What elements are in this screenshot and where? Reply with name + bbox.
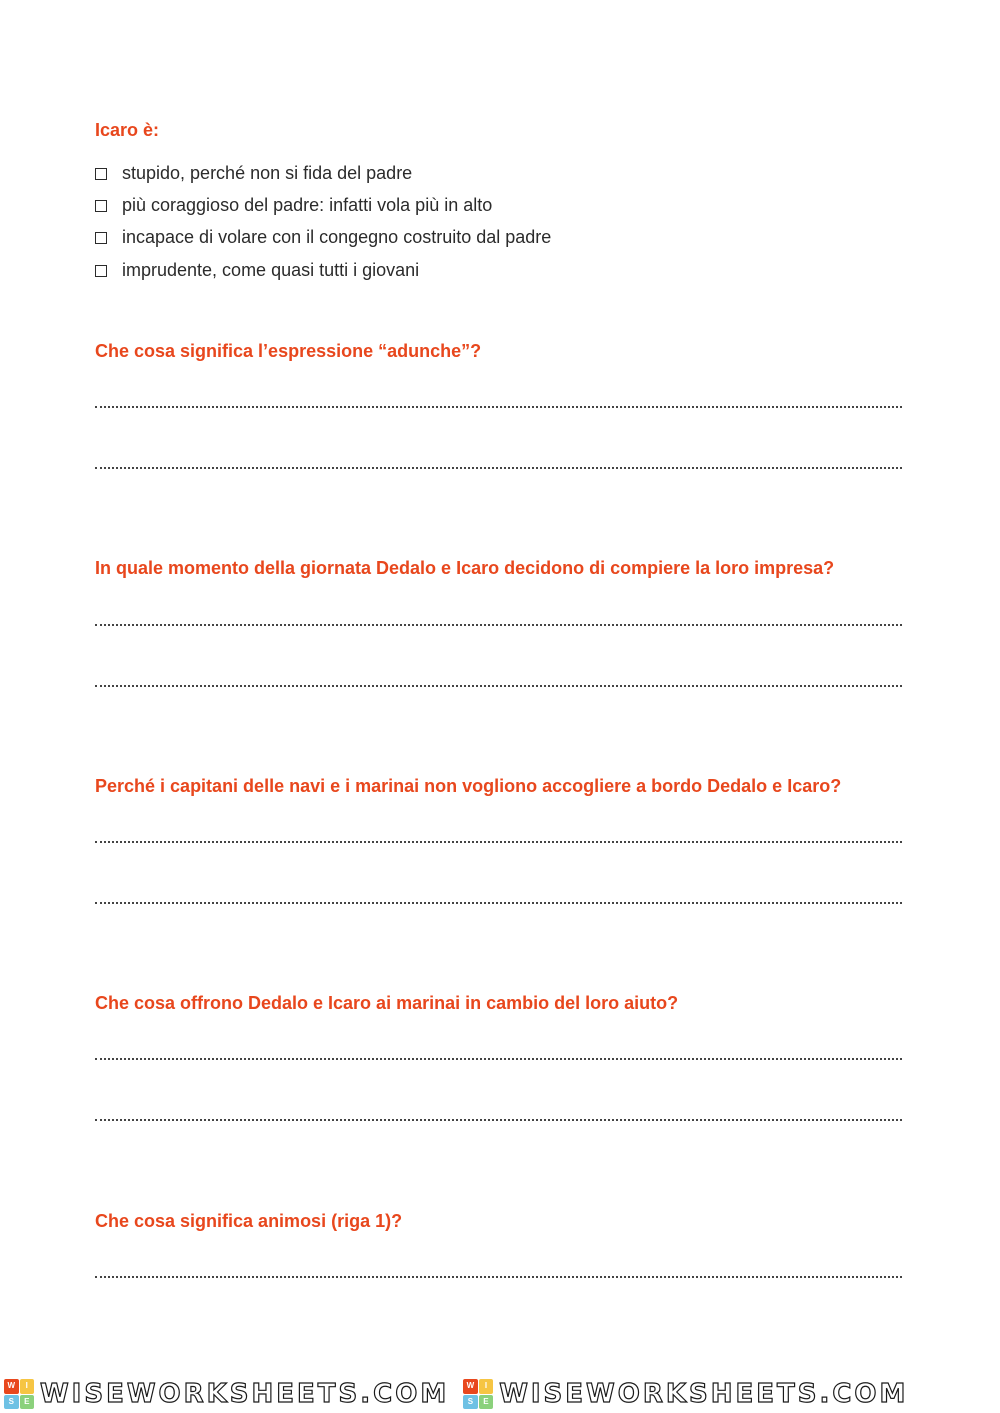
option-label: più coraggioso del padre: infatti vola più in alto — [122, 195, 493, 215]
answer-line[interactable] — [95, 841, 902, 843]
question-title: In quale momento della giornata Dedalo e Icaro decidono di compiere la loro impresa? — [95, 558, 835, 578]
answer-line[interactable] — [95, 406, 902, 408]
answer-line[interactable] — [95, 467, 902, 469]
brand-logo — [0, 1379, 449, 1409]
brand-text: WISEWORKSHEETS.COM — [40, 1379, 450, 1409]
option-label: incapace di volare con il congegno costruito dal padre — [122, 227, 552, 247]
answer-line[interactable] — [95, 624, 902, 626]
checkbox[interactable] — [95, 200, 107, 212]
answer-line[interactable] — [95, 1276, 902, 1278]
logo-icon: W I S E — [463, 1379, 493, 1409]
checkbox[interactable] — [95, 232, 107, 244]
logo-icon: W I S E — [4, 1379, 34, 1409]
option-2[interactable] — [95, 195, 492, 216]
option-label: stupido, perché non si fida del padre — [122, 163, 413, 183]
option-1[interactable] — [95, 163, 412, 184]
question-title: Che cosa offrono Dedalo e Icaro ai marinai in cambio del loro aiuto? — [95, 993, 679, 1013]
question-title: Che cosa significa l’espressione “adunche”? — [95, 341, 482, 361]
answer-line[interactable] — [95, 902, 902, 904]
question-title: Perché i capitani delle navi e i marinai non vogliono accogliere a bordo Dedalo e Icaro? — [95, 776, 842, 796]
answer-line[interactable] — [95, 685, 902, 687]
question-title: Icaro è: — [95, 120, 160, 140]
option-4[interactable] — [95, 260, 419, 281]
brand-text: WISEWORKSHEETS.COM — [499, 1379, 909, 1409]
question-title: Che cosa significa animosi (riga 1)? — [95, 1211, 403, 1231]
option-label: imprudente, come quasi tutti i giovani — [122, 260, 420, 280]
answer-line[interactable] — [95, 1058, 902, 1060]
brand-logo — [459, 1379, 908, 1409]
checkbox[interactable] — [95, 265, 107, 277]
option-3[interactable] — [95, 227, 551, 248]
answer-line[interactable] — [95, 1119, 902, 1121]
checkbox[interactable] — [95, 168, 107, 180]
footer-watermark — [0, 1378, 1000, 1410]
